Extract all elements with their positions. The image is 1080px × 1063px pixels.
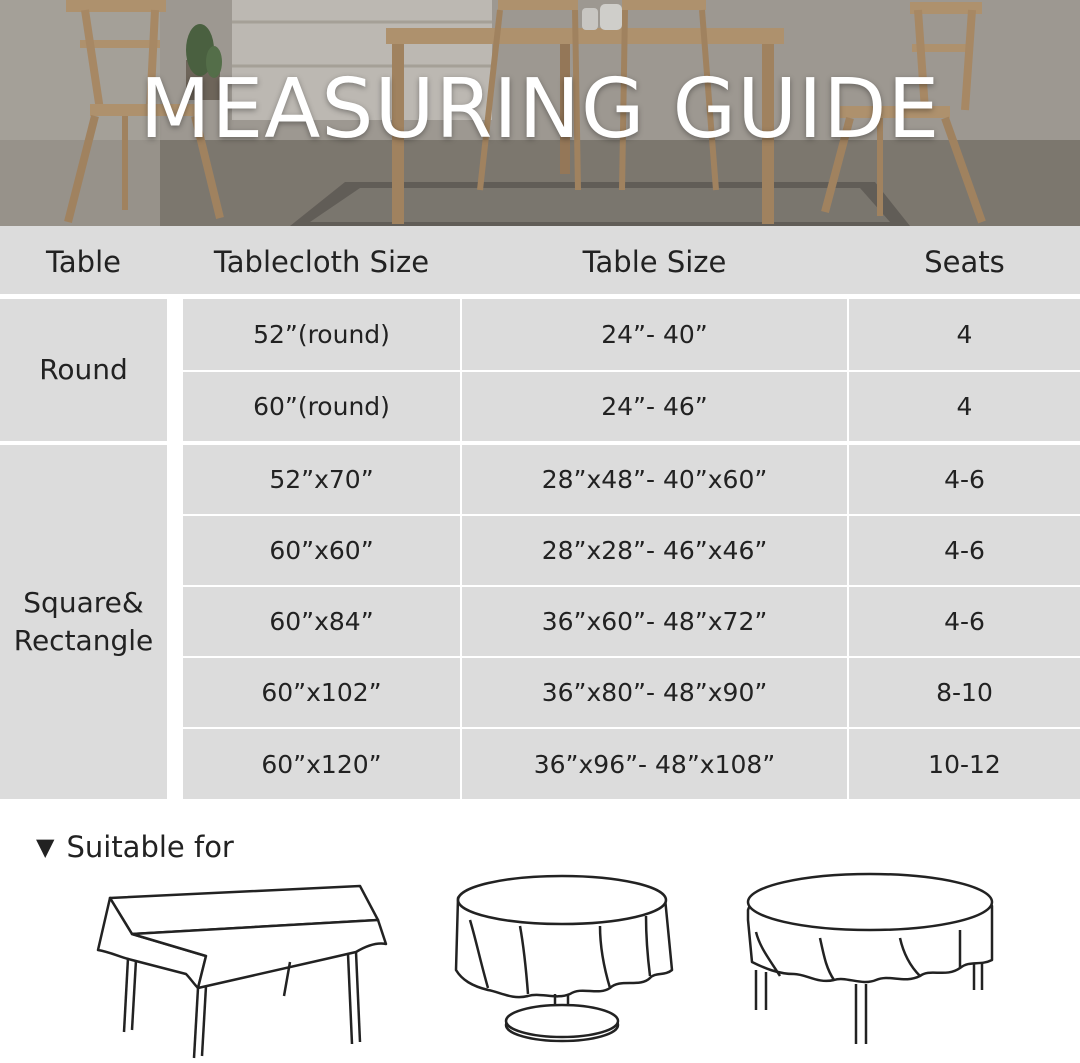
table-size-cell: 36”x80”- 48”x90” [462,658,847,727]
suitable-for-label: Suitable for [66,830,234,864]
seats-cell: 4 [849,299,1080,370]
tablecloth-size-cell: 60”x102” [183,658,460,727]
table-illustrations [0,860,1080,1063]
rectangle-table-illustration [98,886,386,1058]
triangle-down-icon: ▼ [36,833,55,861]
seats-cell: 8-10 [849,658,1080,727]
page-title: MEASURING GUIDE [139,62,941,157]
tablecloth-size-cell: 60”(round) [183,372,460,441]
group-label-text: Round [39,353,128,386]
table-size-cell: 28”x28”- 46”x46” [462,516,847,585]
column-header-seats: Seats [924,245,1005,279]
seats-cell: 4 [849,372,1080,441]
table-size-cell: 28”x48”- 40”x60” [462,445,847,514]
table-size-cell: 24”- 46” [462,372,847,441]
column-header-table-size: Table Size [582,245,727,279]
column-header-table: Table [46,245,121,279]
seats-cell: 4-6 [849,445,1080,514]
round-table-illustration [456,876,672,1041]
seats-cell: 10-12 [849,729,1080,799]
group-label-line-2: Rectangle [13,624,154,657]
column-header-tablecloth-size: Tablecloth Size [213,245,430,279]
group-label-line-1: Square& [23,586,144,619]
seats-cell: 4-6 [849,516,1080,585]
table-size-cell: 24”- 40” [462,299,847,370]
oval-table-illustration [748,874,992,1044]
tablecloth-size-cell: 60”x84” [183,587,460,656]
seats-cell: 4-6 [849,587,1080,656]
tablecloth-size-cell: 60”x120” [183,729,460,799]
hero-banner [0,0,1080,226]
table-header [0,226,1080,294]
group-label-round [0,299,167,441]
tablecloth-size-cell: 52”(round) [183,299,460,370]
tablecloth-size-cell: 52”x70” [183,445,460,514]
tablecloth-size-cell: 60”x60” [183,516,460,585]
table-size-cell: 36”x60”- 48”x72” [462,587,847,656]
group-label-square-rectangle [0,445,167,799]
table-size-cell: 36”x96”- 48”x108” [462,729,847,799]
